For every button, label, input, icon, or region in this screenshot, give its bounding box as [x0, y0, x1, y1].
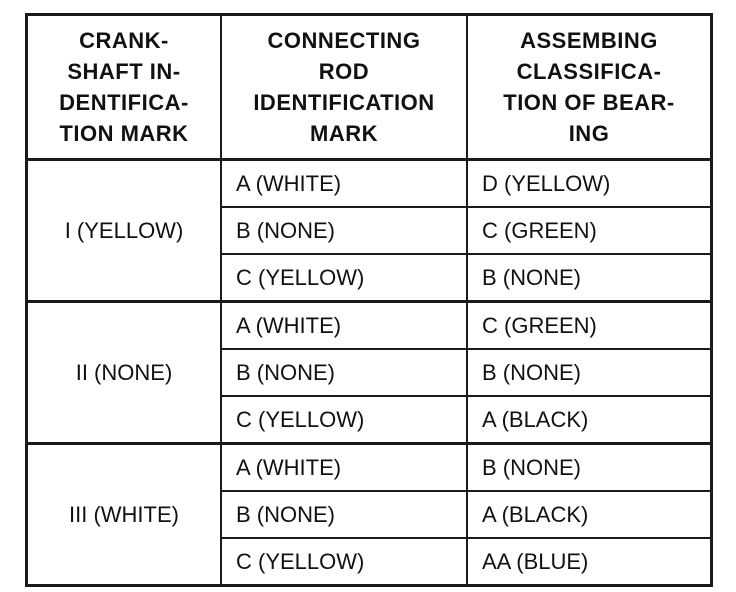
rod-mark-cell: A (WHITE): [221, 302, 467, 350]
header-line: ROD: [318, 59, 370, 84]
bearing-class-cell: C (GREEN): [467, 207, 711, 254]
bearing-class-cell: B (NONE): [467, 349, 711, 396]
header-crankshaft-mark: [27, 15, 221, 160]
bearing-selection-table: [26, 14, 712, 586]
crankshaft-mark-cell: I (YELLOW): [27, 160, 221, 302]
bearing-class-cell: B (NONE): [467, 444, 711, 492]
bearing-class-cell: AA (BLUE): [467, 538, 711, 585]
rod-mark-cell: B (NONE): [221, 491, 467, 538]
header-line: IDENTIFICATION: [253, 90, 435, 115]
rod-mark-cell: B (NONE): [221, 349, 467, 396]
bearing-selection-table-container: [26, 14, 710, 586]
header-line: CLASSIFICA-: [516, 59, 662, 84]
header-line: TION OF BEAR-: [503, 90, 675, 115]
bearing-class-cell: C (GREEN): [467, 302, 711, 350]
rod-mark-cell: A (WHITE): [221, 444, 467, 492]
rod-mark-cell: C (YELLOW): [221, 254, 467, 302]
table-row: [27, 160, 711, 208]
table-row: [27, 444, 711, 492]
rod-mark-cell: C (YELLOW): [221, 396, 467, 444]
header-line: SHAFT IN-: [67, 59, 181, 84]
bearing-class-cell: A (BLACK): [467, 491, 711, 538]
header-connecting-rod-mark: [221, 15, 467, 160]
header-line: TION MARK: [59, 121, 189, 146]
rod-mark-cell: A (WHITE): [221, 160, 467, 208]
rod-mark-cell: C (YELLOW): [221, 538, 467, 585]
bearing-class-cell: A (BLACK): [467, 396, 711, 444]
header-line: DENTIFICA-: [59, 90, 189, 115]
bearing-class-cell: D (YELLOW): [467, 160, 711, 208]
header-row: [27, 15, 711, 160]
header-line: MARK: [310, 121, 378, 146]
header-line: ASSEMBING: [520, 28, 658, 53]
crankshaft-mark-cell: III (WHITE): [27, 444, 221, 586]
bearing-class-cell: B (NONE): [467, 254, 711, 302]
table-row: [27, 302, 711, 350]
header-bearing-classification: [467, 15, 711, 160]
crankshaft-mark-cell: II (NONE): [27, 302, 221, 444]
header-line: CRANK-: [79, 28, 169, 53]
rod-mark-cell: B (NONE): [221, 207, 467, 254]
header-line: ING: [568, 121, 610, 146]
header-line: CONNECTING: [267, 28, 421, 53]
